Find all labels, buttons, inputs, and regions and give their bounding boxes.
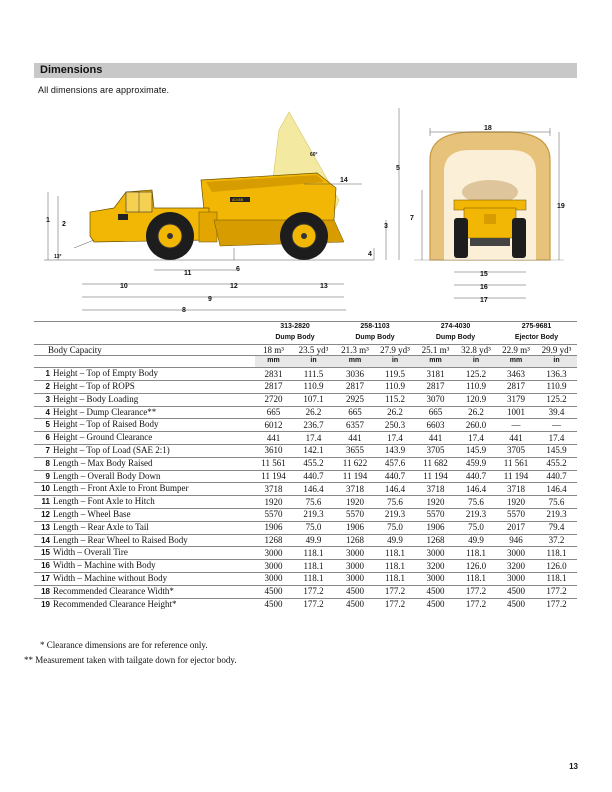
dimensions-figure	[34, 100, 577, 322]
value-cell: 17.4	[536, 432, 577, 445]
value-cell: 75.6	[456, 496, 496, 509]
value-cell: 1920	[415, 496, 456, 509]
value-cell: 3463	[496, 368, 536, 381]
value-cell: 177.2	[292, 598, 335, 610]
row-label-text: Width – Machine without Body	[53, 572, 168, 583]
value-cell: 6357	[335, 419, 375, 432]
value-cell: 3718	[496, 483, 536, 496]
row-number: 6	[45, 433, 50, 443]
value-cell: 3000	[415, 572, 456, 585]
angle-front: 13°	[54, 254, 62, 260]
row-label	[34, 406, 255, 419]
table-row	[34, 393, 577, 406]
row-label-text: Recommended Clearance Height*	[53, 598, 177, 609]
value-cell: —	[496, 419, 536, 432]
value-cell: 4500	[415, 598, 456, 610]
row-number: 1	[45, 369, 50, 379]
value-cell: 3705	[415, 444, 456, 457]
value-cell: 3181	[415, 368, 456, 381]
row-label-text: Height – Body Loading	[53, 393, 139, 404]
value-cell: 1920	[496, 496, 536, 509]
row-label-text: Length – Rear Wheel to Raised Body	[53, 534, 188, 545]
value-cell: 5570	[335, 508, 375, 521]
value-cell: 3000	[335, 572, 375, 585]
value-cell: 143.9	[375, 444, 415, 457]
value-cell: 126.0	[456, 560, 496, 573]
unit-header: in	[456, 356, 496, 368]
value-cell: 440.7	[375, 470, 415, 483]
callout-1: 1	[46, 217, 50, 224]
row-label	[34, 496, 255, 509]
row-label-text: Height – Top of ROPS	[53, 380, 135, 391]
value-cell: 3000	[496, 572, 536, 585]
value-cell: 120.9	[456, 393, 496, 406]
unit-header: mm	[335, 356, 375, 368]
value-cell: 26.2	[375, 406, 415, 419]
value-cell: 39.4	[536, 406, 577, 419]
row-label-text: Height – Ground Clearance	[53, 432, 153, 443]
value-cell: 11 561	[496, 457, 536, 470]
row-label-text: Length – Max Body Raised	[53, 457, 153, 468]
table-row	[34, 534, 577, 547]
unit-header: mm	[255, 356, 292, 368]
value-cell: 110.9	[375, 380, 415, 393]
value-cell: 3200	[415, 560, 456, 573]
row-label	[34, 432, 255, 445]
callout-19: 19	[557, 203, 565, 210]
units-row	[34, 356, 577, 368]
value-cell: —	[536, 419, 577, 432]
row-label-text: Width – Overall Tire	[53, 547, 128, 558]
value-cell: 2831	[255, 368, 292, 381]
value-cell: 3000	[335, 547, 375, 560]
value-cell: 441	[496, 432, 536, 445]
value-cell: 2720	[255, 393, 292, 406]
value-cell: 177.2	[456, 585, 496, 598]
callout-13: 13	[320, 283, 328, 290]
capacity-cell: 21.3 m³	[335, 344, 375, 356]
row-label	[34, 444, 255, 457]
value-cell: 118.1	[292, 560, 335, 573]
row-number: 14	[41, 535, 50, 545]
row-number: 9	[45, 471, 50, 481]
row-label-text: Length – Wheel Base	[53, 508, 131, 519]
value-cell: 4500	[335, 598, 375, 610]
model-header: 313-2820	[255, 322, 335, 333]
section-subtitle: All dimensions are approximate.	[38, 85, 170, 95]
model-row	[34, 322, 577, 333]
row-label	[34, 368, 255, 381]
value-cell: 441	[335, 432, 375, 445]
value-cell: 665	[415, 406, 456, 419]
table-row	[34, 483, 577, 496]
value-cell: 115.2	[375, 393, 415, 406]
value-cell: 440.7	[292, 470, 335, 483]
footnote-ejector: ** Measurement taken with tailgate down for ejector body.	[24, 655, 237, 665]
value-cell: 11 194	[415, 470, 456, 483]
value-cell: 118.1	[375, 572, 415, 585]
value-cell: 146.4	[456, 483, 496, 496]
value-cell: 250.3	[375, 419, 415, 432]
value-cell: 3718	[415, 483, 456, 496]
row-label	[34, 521, 255, 534]
value-cell: 1920	[255, 496, 292, 509]
value-cell: 219.3	[375, 508, 415, 521]
table-row	[34, 585, 577, 598]
value-cell: 1920	[335, 496, 375, 509]
row-label	[34, 547, 255, 560]
table-row	[34, 521, 577, 534]
value-cell: 3000	[255, 572, 292, 585]
value-cell: 3000	[415, 547, 456, 560]
callout-8: 8	[182, 307, 186, 314]
value-cell: 219.3	[536, 508, 577, 521]
value-cell: 3036	[335, 368, 375, 381]
callout-4: 4	[368, 251, 372, 258]
capacity-cell: 25.1 m³	[415, 344, 456, 356]
table-row	[34, 560, 577, 573]
value-cell: 3610	[255, 444, 292, 457]
value-cell: 1001	[496, 406, 536, 419]
value-cell: 118.1	[375, 560, 415, 573]
model-header: 258-1103	[335, 322, 415, 333]
value-cell: 107.1	[292, 393, 335, 406]
value-cell: 1268	[335, 534, 375, 547]
callout-6: 6	[236, 266, 240, 273]
unit-header: in	[536, 356, 577, 368]
value-cell: 177.2	[375, 598, 415, 610]
value-cell: 110.9	[292, 380, 335, 393]
value-cell: 2817	[335, 380, 375, 393]
value-cell: 455.2	[292, 457, 335, 470]
callout-9: 9	[208, 296, 212, 303]
value-cell: 3000	[255, 560, 292, 573]
value-cell: 455.2	[536, 457, 577, 470]
value-cell: 118.1	[292, 572, 335, 585]
value-cell: 75.0	[292, 521, 335, 534]
page-number: 13	[569, 762, 578, 771]
unit-header: mm	[415, 356, 456, 368]
value-cell: 49.9	[456, 534, 496, 547]
value-cell: 2817	[496, 380, 536, 393]
row-label-text: Length – Rear Axle to Tail	[53, 521, 149, 532]
row-label	[34, 393, 255, 406]
value-cell: 1906	[335, 521, 375, 534]
capacity-cell: 18 m³	[255, 344, 292, 356]
value-cell: 219.3	[456, 508, 496, 521]
row-number: 8	[45, 458, 50, 468]
truck-side-view	[90, 173, 344, 260]
table-row	[34, 457, 577, 470]
callout-17: 17	[480, 297, 488, 304]
value-cell: 142.1	[292, 444, 335, 457]
section-title: Dimensions	[40, 64, 103, 76]
row-label	[34, 572, 255, 585]
value-cell: 146.4	[375, 483, 415, 496]
callout-14: 14	[340, 177, 348, 184]
callout-10: 10	[120, 283, 128, 290]
value-cell: 37.2	[536, 534, 577, 547]
value-cell: 219.3	[292, 508, 335, 521]
callout-11: 11	[184, 270, 192, 277]
value-cell: 177.2	[536, 585, 577, 598]
value-cell: 125.2	[456, 368, 496, 381]
table-row	[34, 419, 577, 432]
value-cell: 457.6	[375, 457, 415, 470]
value-cell: 1268	[415, 534, 456, 547]
value-cell: 3200	[496, 560, 536, 573]
value-cell: 2817	[255, 380, 292, 393]
value-cell: 236.7	[292, 419, 335, 432]
capacity-row	[34, 344, 577, 356]
value-cell: 1906	[415, 521, 456, 534]
body-type-header: Dump Body	[435, 333, 476, 341]
body-type-header: Dump Body	[275, 333, 315, 341]
value-cell: 4500	[255, 598, 292, 610]
dimensions-table	[34, 321, 577, 610]
value-cell: 118.1	[292, 547, 335, 560]
callout-16: 16	[480, 284, 488, 291]
capacity-cell: 22.9 m³	[496, 344, 536, 356]
value-cell: 459.9	[456, 457, 496, 470]
callout-3: 3	[384, 223, 388, 230]
value-cell: 145.9	[456, 444, 496, 457]
body-type-header: Dump Body	[355, 333, 395, 341]
table-row	[34, 406, 577, 419]
unit-header: mm	[496, 356, 536, 368]
row-label-text: Width – Machine with Body	[53, 560, 156, 571]
value-cell: 177.2	[292, 585, 335, 598]
callout-18: 18	[484, 125, 492, 132]
value-cell: 126.0	[536, 560, 577, 573]
row-number: 16	[41, 561, 50, 571]
row-label	[34, 419, 255, 432]
value-cell: 3718	[335, 483, 375, 496]
row-number: 7	[45, 445, 50, 455]
value-cell: 75.0	[375, 521, 415, 534]
table-row	[34, 547, 577, 560]
callout-2: 2	[62, 221, 66, 228]
value-cell: 110.9	[456, 380, 496, 393]
row-number: 18	[41, 586, 50, 596]
value-cell: 110.9	[536, 380, 577, 393]
table-row	[34, 508, 577, 521]
value-cell: 177.2	[536, 598, 577, 610]
value-cell: 118.1	[536, 572, 577, 585]
value-cell: 440.7	[456, 470, 496, 483]
table-row	[34, 368, 577, 381]
table-row	[34, 470, 577, 483]
row-label	[34, 560, 255, 573]
value-cell: 441	[255, 432, 292, 445]
model-header: 274-4030	[415, 322, 496, 333]
value-cell: 3000	[335, 560, 375, 573]
value-cell: 11 622	[335, 457, 375, 470]
unit-header: in	[292, 356, 335, 368]
value-cell: 260.0	[456, 419, 496, 432]
value-cell: 118.1	[536, 547, 577, 560]
table-row	[34, 380, 577, 393]
row-label-text: Length – Overall Body Down	[53, 470, 161, 481]
row-label-text: Recommended Clearance Width*	[53, 585, 174, 596]
value-cell: 5570	[496, 508, 536, 521]
value-cell: 145.9	[536, 444, 577, 457]
model-header: 275-9681	[496, 322, 577, 333]
value-cell: 26.2	[456, 406, 496, 419]
callout-7: 7	[410, 215, 414, 222]
value-cell: 2017	[496, 521, 536, 534]
value-cell: 75.6	[536, 496, 577, 509]
value-cell: 17.4	[375, 432, 415, 445]
row-label	[34, 380, 255, 393]
value-cell: 3070	[415, 393, 456, 406]
value-cell: 3718	[255, 483, 292, 496]
value-cell: 4500	[255, 585, 292, 598]
capacity-cell: 23.5 yd³	[292, 344, 335, 356]
row-number: 4	[45, 407, 50, 417]
value-cell: 146.4	[536, 483, 577, 496]
value-cell: 1906	[255, 521, 292, 534]
row-number: 11	[41, 497, 50, 507]
value-cell: 75.6	[375, 496, 415, 509]
value-cell: 11 194	[335, 470, 375, 483]
row-label-text: Length – Font Axle to Hitch	[53, 496, 155, 507]
value-cell: 26.2	[292, 406, 335, 419]
row-label-text: Height – Dump Clearance**	[53, 406, 157, 417]
table-row	[34, 432, 577, 445]
row-label-text: Length – Front Axle to Front Bumper	[53, 483, 189, 494]
value-cell: 11 194	[496, 470, 536, 483]
dimension-rows	[34, 368, 577, 611]
value-cell: 3655	[335, 444, 375, 457]
table-row	[34, 572, 577, 585]
row-label	[34, 457, 255, 470]
value-cell: 5570	[415, 508, 456, 521]
row-label	[34, 483, 255, 496]
value-cell: 11 682	[415, 457, 456, 470]
capacity-cell: 27.9 yd³	[375, 344, 415, 356]
row-number: 2	[45, 381, 50, 391]
value-cell: 2925	[335, 393, 375, 406]
value-cell: 146.4	[292, 483, 335, 496]
row-label	[34, 508, 255, 521]
capacity-cell: 29.9 yd³	[536, 344, 577, 356]
value-cell: 4500	[335, 585, 375, 598]
body-type-row	[34, 333, 577, 344]
value-cell: 2817	[415, 380, 456, 393]
value-cell: 49.9	[375, 534, 415, 547]
value-cell: 4500	[415, 585, 456, 598]
body-type-header: Ejector Body	[514, 333, 559, 341]
value-cell: 3000	[255, 547, 292, 560]
value-cell: 5570	[255, 508, 292, 521]
row-number: 13	[41, 522, 50, 532]
value-cell: 11 561	[255, 457, 292, 470]
value-cell: 79.4	[536, 521, 577, 534]
row-label	[34, 534, 255, 547]
value-cell: 119.5	[375, 368, 415, 381]
row-number: 3	[45, 394, 50, 404]
value-cell: 17.4	[292, 432, 335, 445]
tunnel-front-view	[414, 132, 564, 260]
value-cell: 440.7	[536, 470, 577, 483]
row-label-text: Height – Top of Load (SAE 2:1)	[53, 444, 170, 455]
value-cell: 177.2	[375, 585, 415, 598]
row-number: 15	[41, 548, 50, 558]
value-cell: 946	[496, 534, 536, 547]
row-number: 12	[41, 509, 50, 519]
unit-header: in	[375, 356, 415, 368]
value-cell: 6603	[415, 419, 456, 432]
row-number: 19	[41, 599, 50, 609]
callout-12: 12	[230, 283, 238, 290]
value-cell: 3179	[496, 393, 536, 406]
angle-dump: 60°	[310, 152, 318, 158]
value-cell: 665	[255, 406, 292, 419]
value-cell: 75.6	[292, 496, 335, 509]
value-cell: 4500	[496, 598, 536, 610]
value-cell: 11 194	[255, 470, 292, 483]
value-cell: 441	[415, 432, 456, 445]
value-cell: 136.3	[536, 368, 577, 381]
row-number: 10	[41, 484, 50, 494]
callout-5: 5	[396, 165, 400, 172]
value-cell: 75.0	[456, 521, 496, 534]
value-cell: 6012	[255, 419, 292, 432]
value-cell: 17.4	[456, 432, 496, 445]
value-cell: 125.2	[536, 393, 577, 406]
value-cell: 118.1	[456, 572, 496, 585]
table-row	[34, 598, 577, 610]
row-number: 5	[45, 420, 50, 430]
value-cell: 665	[335, 406, 375, 419]
row-label-text: Height – Top of Raised Body	[53, 419, 159, 430]
value-cell: 177.2	[456, 598, 496, 610]
section-header-bar	[34, 63, 577, 78]
callout-15: 15	[480, 271, 488, 278]
value-cell: 118.1	[456, 547, 496, 560]
value-cell: 49.9	[292, 534, 335, 547]
body-model-label: AD45B	[232, 198, 244, 202]
table-row	[34, 444, 577, 457]
value-cell: 4500	[496, 585, 536, 598]
row-number: 17	[41, 573, 50, 583]
capacity-label: Body Capacity	[34, 344, 255, 356]
value-cell: 3705	[496, 444, 536, 457]
value-cell: 1268	[255, 534, 292, 547]
row-label	[34, 585, 255, 598]
row-label	[34, 598, 255, 610]
value-cell: 3000	[496, 547, 536, 560]
row-label-text: Height – Top of Empty Body	[53, 368, 158, 379]
footnote-clearance: * Clearance dimensions are for reference only.	[40, 640, 208, 650]
value-cell: 118.1	[375, 547, 415, 560]
table-row	[34, 496, 577, 509]
row-label	[34, 470, 255, 483]
capacity-cell: 32.8 yd³	[456, 344, 496, 356]
value-cell: 111.5	[292, 368, 335, 381]
